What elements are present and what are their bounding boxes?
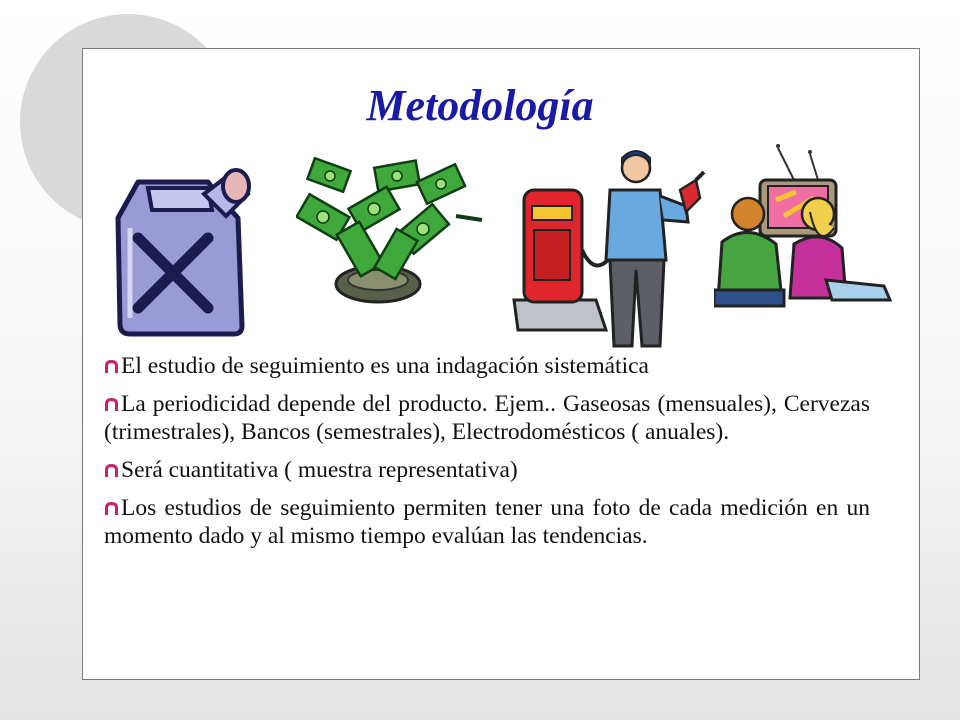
bullet-icon: [104, 463, 119, 478]
gas-pump-icon: [510, 150, 706, 350]
bullet-list: [104, 352, 870, 560]
bullet-text: Los estudios de seguimiento permiten tener una foto de cada medición en un momento dado y al mismo tiempo evalúan las tendencias.: [104, 495, 870, 549]
bullet-item: [104, 494, 870, 550]
bullet-text: El estudio de seguimiento es una indagación sistemática: [121, 353, 649, 379]
bullet-item: [104, 456, 870, 484]
money-icon: [296, 156, 490, 306]
bullet-text: La periodicidad depende del producto. Ejem.. Gaseosas (mensuales), Cervezas (trimestrales), Bancos (semestrales), Electrodomésticos ( anuales).: [104, 391, 870, 445]
jerry-can-icon: [108, 158, 258, 340]
bullet-item: [104, 352, 870, 380]
bullet-text: Será cuantitativa ( muestra representativa): [121, 457, 518, 483]
bullet-item: [104, 390, 870, 446]
bullet-icon: [104, 359, 119, 374]
slide-title: Metodología: [366, 81, 594, 130]
bullet-icon: [104, 501, 119, 516]
bullet-icon: [104, 397, 119, 412]
tv-icon: [714, 140, 896, 312]
